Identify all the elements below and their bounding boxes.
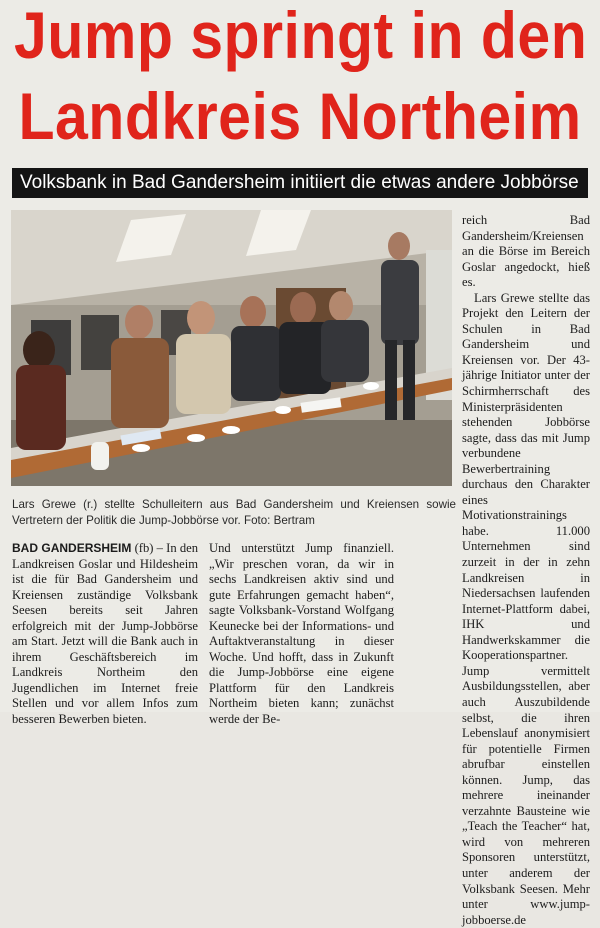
right-column-paragraph-1: reich Bad Gandersheim/Kreiensen an die Börse im Bereich Goslar angedockt, hieß es. (462, 213, 590, 290)
photo-caption: Lars Grewe (r.) stellte Schulleitern aus Bad Gandersheim und Kreiensen sowie Vertretern der Politik die Jump-Jobbörse vor. Foto: Bertram (12, 498, 456, 527)
article-column-1 (12, 541, 198, 728)
article-column-right (462, 213, 590, 928)
headline-line-2: Landkreis Northeim (18, 79, 582, 154)
dateline: BAD GANDERSHEIM (12, 541, 132, 555)
column-2-text: Und unterstützt Jump finanziell. „Wir preschen voran, da wir in sechs Landkreisen aktiv sind und gute Erfahrungen gemacht haben“, sagte Volksbank-Vorstand Wolfgang Keunecke bei der Informations- und Auftaktveranstaltung in dieser Woche. Und hofft, dass in Zukunft die Jump-Jobbörse eine eigene Plattform für den Landkreis Northeim bieten kann; zunächst werde der Be- (209, 541, 394, 727)
column-1-text: (fb) – In den Landkreisen Goslar und Hildesheim ist die für Bad Gandersheim und Kreiensen zuständige Volksbank Seesen bereits seit Jahren erfolgreich mit der Jump-Jobbörse am Start. Jetzt will die Bank auch in ihrem Geschäftsbereich im Landkreis Northeim den Jugendlichen im Internet freie Stellen und vor allem Infos zum besseren Bewerben bieten. (12, 541, 198, 727)
subheadline-banner: Volksbank in Bad Gandersheim initiiert die etwas andere Jobbörse (12, 168, 588, 198)
right-column-paragraph-2: Lars Grewe stellte das Projekt den Leitern der Schulen in Bad Gandersheim und Kreiensen vor. Der 43-jährige Initiator unter der Schirmherrschaft des Ministerpräsidenten stehenden Jobbörse sagte, dass das mit Jump verbundene Bewerbertraining durchaus den Charakter eines Motivationstrainings habe. 11.000 Unternehmen sind zurzeit in der in zehn Landkreisen in Niedersachsen laufenden Internet-Plattform dabei, IHK und Handwerkskammer die Kooperationspartner. Jump vermittelt Ausbildungsstellen, aber auch Auszubildende selbst, die ihren Lebenslauf anonymisiert für potentielle Firmen abrufbar einstellen können. Jump, das mehrere ineinander verzahnte Bausteine wie „Teach the Teacher“ hat, wird von mehreren Sponsoren unterstützt, unter anderem der Volksbank Seesen. Mehr unter www.jump-jobboerse.de (462, 290, 590, 927)
article-photo (11, 210, 452, 486)
article-column-2 (209, 541, 394, 728)
headline-line-1: Jump springt in den (14, 0, 588, 73)
